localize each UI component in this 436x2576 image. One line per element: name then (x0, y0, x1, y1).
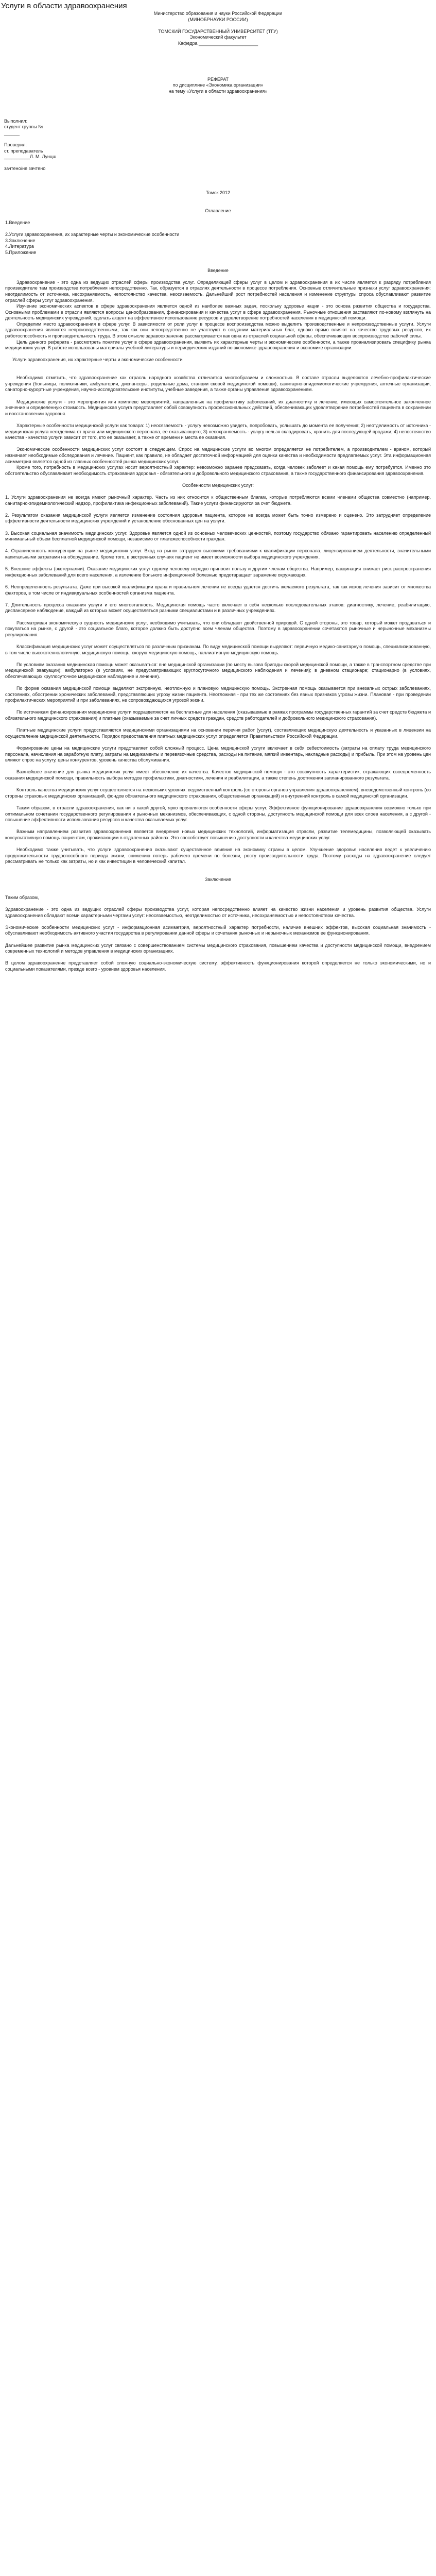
blank-line (4, 107, 432, 113)
main-paragraph: Рассматривая экономическую сущность медицинских услуг, необходимо учитывать, что они обладают двойственной природой. С одной стороны, это товар, который может продаваться и покупаться на рынке, с другой - это социальное благо, которое должно быть доступно всем членам общества. Поэтому в здравоохранении сочетаются рыночные и нерыночные механизмы регулирования. (5, 620, 431, 637)
main-paragraph: Медицинские услуги - это мероприятия или комплекс мероприятий, направленных на профилактику заболеваний, их диагностику и лечение, имеющих самостоятельное законченное значение и определенную стоимость. Медицинская услуга представляет собой совокупность профессиональных действий, обеспечивающих удовлетворение потребностей пациента в сохранении и восстановлении здоровья. (5, 399, 431, 416)
student-group: студент группы № (4, 124, 43, 130)
blank-line (4, 64, 432, 71)
document-page (0, 2, 436, 2576)
faculty-name: Экономический факультет (189, 35, 247, 40)
title-page (0, 11, 436, 220)
paper-type: РЕФЕРАТ (207, 76, 229, 82)
document-title: Услуги в области здравоохранения (1, 2, 127, 10)
toc-item-literature: 4.Литература (5, 244, 34, 249)
main-paragraph: Платные медицинские услуги предоставляются медицинскими организациями на основании перечня работ (услуг), составляющих медицинскую деятельность и указанных в лицензии на осуществление медицинской деятельности. Порядок предоставления платных медицинских услуг определяется Правительством Российской Федерации. (5, 727, 431, 739)
blank-line (4, 172, 432, 178)
conclusion-lead: Таким образом, (5, 894, 39, 900)
main-paragraph: Необходимо также учитывать, что услуги здравоохранения оказывают существенное влияние на экономику страны в целом. Улучшение здоровья населения ведет к увеличению продолжительности трудоспособного периода жизни, снижению потерь рабочего времени по болезни, росту производительности труда. Поэтому расходы на здравоохранение следует рассматривать не только как затраты, но и как инвестиции в человеческий капитал. (5, 847, 431, 865)
blank-line (4, 100, 432, 107)
main-paragraph: По источникам финансирования медицинские услуги подразделяются на бесплатные для населения (оказываемые в рамках программы государственных гарантий за счет средств бюджета и обязательного медицинского страхования) и платные (оказываемые за счет личных средств граждан, средств работодателей и добровольного медицинского страхования). (5, 709, 431, 721)
main-paragraph: По условиям оказания медицинская помощь может оказываться: вне медицинской организации (по месту вызова бригады скорой медицинской помощи, а также в транспортном средстве при медицинской эвакуации); амбулаторно (в условиях, не предусматривающих круглосуточного медицинского наблюдения и лечения); в дневном стационаре; стационарно (в условиях, обеспечивающих круглосуточное медицинское наблюдение и лечение). (5, 662, 431, 679)
conclusion-paragraph: Дальнейшее развитие рынка медицинских услуг связано с совершенствованием системы медицинского страхования, повышением качества и доступности медицинской помощи, внедрением современных технологий и методов управления в медицинских организациях. (5, 942, 431, 954)
blank-line (4, 47, 432, 53)
introduction-section (0, 268, 436, 351)
conclusion-paragraph: Экономические особенности медицинских услуг - информационная асимметрия, вероятностный характер потребности, наличие внешних эффектов, высокая социальная значимость - обуславливают необходимость активного участия государства в регулировании данной сферы и сочетания рыночных и нерыночных механизмов ее функционирования. (5, 924, 431, 936)
blank-line (4, 23, 432, 29)
conclusion-heading: Заключение (205, 877, 231, 883)
reviewer-label: Проверил: (4, 142, 27, 148)
feature-item: 4. Ограниченность конкуренции на рынке медицинских услуг. Вход на рынок затруднен высокими требованиями к квалификации персонала, лицензированием деятельности, значительными капитальными затратами на оборудование. Кроме того, в экстренных случаях пациент не имеет возможности выбора медицинского учреждения. (5, 548, 431, 560)
conclusion-paragraph: В целом здравоохранение представляет собой сложную социально-экономическую систему, эффективность функционирования которой определяется не только экономическими, но и социальными показателями, прежде всего - уровнем здоровья населения. (5, 960, 431, 972)
main-section-heading: Услуги здравоохранения, их характерные черты и экономические особенности (12, 357, 183, 363)
table-of-contents (0, 220, 436, 256)
blank-line (4, 178, 432, 184)
feature-item: 7. Длительность процесса оказания услуги и его многоэтапность. Медицинская помощь часто включает в себя несколько последовательных этапов: диагностику, лечение, реабилитацию, диспансерное наблюдение, каждый из которых может осуществляться разными специалистами и в различных учреждениях. (5, 602, 431, 614)
main-paragraph: Формирование цены на медицинские услуги представляет собой сложный процесс. Цена медицинской услуги включает в себя себестоимость (затраты на оплату труда медицинского персонала, начисления на заработную плату, затраты на медикаменты и перевязочные средства, расходы на питание, мягкий инвентарь, накладные расходы) и прибыль. При этом на уровень цен влияют спрос на услугу, цены конкурентов, уровень качества обслуживания. (5, 745, 431, 763)
intro-paragraph: Здравоохранение - это одна из ведущих отраслей сферы производства услуг. Определяющей сферы услуг в целом и здравоохранения в их числе является к разряду потребления производителе там производстве потребления непосредственно. Так, образуется в отраслях деятельности в процессе потребления. Основные отличительные признаки услуг здравоохранения: неотделимость от источника, несохраняемость, непостоянство качества, неосязаемость. Дальнейший рост потребностей населения и изменение структуры спроса обуславливают развитие отраслей сферы услуг здравоохранения. (5, 279, 431, 303)
intro-paragraph: Цель данного реферата - рассмотреть понятие услуг в сфере здравоохранения, выявить их характерные черты и экономические особенности, а также проанализировать специфику рынка медицинских услуг. В работе использованы материалы учебной литературы и периодических изданий по экономике здравоохранения и экономике организации. (5, 339, 431, 351)
toc-item-main: 2.Услуги здравоохранения, их характерные черты и экономические особенности (5, 231, 180, 237)
author-label: Выполнил: (4, 118, 28, 124)
conclusion-section (0, 877, 436, 973)
toc-item-intro: 1.Введение (5, 219, 30, 225)
main-paragraph: Кроме того, потребность в медицинских услугах носит вероятностный характер: невозможно заранее предсказать, когда человек заболеет и какая помощь ему потребуется. Именно это обстоятельство обуславливает необходимость страхования здоровья - обязательного и добровольного медицинского страхования, а также государственного финансирования здравоохранения. (5, 465, 431, 476)
feature-item: 5. Внешние эффекты (экстерналии). Оказание медицинских услуг одному человеку нередко приносит пользу и другим членам общества. Например, вакцинация снижает риск распространения инфекционных заболеваний для всего населения, а излечение больного инфекционной болезнью предотвращает заражение окружающих. (5, 566, 431, 578)
blank-line (4, 196, 432, 202)
main-paragraph: Характерные особенности медицинской услуги как товара: 1) неосязаемость - услугу невозможно увидеть, попробовать, услышать до момента ее получения; 2) неотделимость от источника - медицинская услуга неотделима от врача или медицинского персонала, ее оказывающего; 3) несохраняемость - услугу нельзя складировать, хранить для последующей продажи; 4) непостоянство качества - качество услуги зависит от того, кто ее оказывает, а также от времени и места ее оказания. (5, 422, 431, 440)
feature-item: 2. Результатом оказания медицинской услуги является изменение состояния здоровья пациента, которое не всегда может быть точно измерено и оценено. Это затрудняет определение эффективности деятельности медицинских учреждений и установление обоснованных цен на услуги. (5, 512, 431, 524)
blank-line (4, 71, 432, 77)
city-year: Томск 2012 (206, 190, 230, 195)
blank-line (4, 136, 432, 142)
main-paragraph: Контроль качества медицинских услуг осуществляется на нескольких уровнях: ведомственный контроль (со стороны органов управления здравоохранением), вневедомственный контроль (со стороны страховых медицинских организаций, фондов обязательного медицинского страхования, общественных организаций) и внутренний контроль в самой медицинской организации. (5, 787, 431, 799)
topic-line: на тему «Услуги в области здравоохранения» (168, 88, 268, 94)
reviewer-position: ст. преподаватель (4, 148, 43, 154)
toc-item-appendix: 5.Приложение (5, 249, 37, 255)
conclusion-paragraph: Здравоохранение - это одна из ведущих отраслей сферы производства услуг, которая непосредственно влияет на качество жизни населения и уровень развития общества. Услуги здравоохранения обладают всеми характерными чертами услуг: неосязаемостью, неотделимостью от источника, несохраняемостью и непостоянством качества. (5, 907, 431, 918)
blank-line (4, 184, 432, 190)
main-paragraph: Важнейшее значение для рынка медицинских услуг имеет обеспечение их качества. Качество медицинской помощи - это совокупность характеристик, отражающих своевременность оказания медицинской помощи, правильность выбора методов профилактики, диагностики, лечения и реабилитации, а также степень достижения запланированного результата. (5, 769, 431, 781)
feature-item: 1. Услуги здравоохранения не всегда имеют рыночный характер. Часть из них относится к общественным благам, которые потребляются всеми членами общества совместно (например, санитарно-эпидемиологический надзор, профилактика инфекционных заболеваний). Такие услуги финансируются за счет бюджета. (5, 495, 431, 506)
main-paragraph: Важным направлением развития здравоохранения является внедрение новых медицинских технологий, информатизация отрасли, развитие телемедицины, позволяющей оказывать консультативную помощь пациентам, проживающим в отдаленных районах. Это способствует повышению доступности и качества медицинских услуг. (5, 829, 431, 840)
blank-line (4, 214, 432, 220)
blank-line (4, 202, 432, 208)
blank-line (4, 160, 432, 166)
blank-line (4, 53, 432, 59)
grade-line: зачтено/не зачтено (4, 166, 46, 172)
reviewer-signature: __________Л. М. Лунцш (4, 154, 57, 160)
main-paragraph: Экономические особенности медицинских услуг состоят в следующем. Спрос на медицинские услуги во многом определяется не потребителем, а производителем - врачом, который назначает необходимые обследования и лечение. Пациент, как правило, не обладает достаточной информацией для оценки качества и необходимости предлагаемых услуг. Эта информационная асимметрия является одной из главных особенностей рынка медицинских услуг. (5, 447, 431, 464)
intro-paragraph: Определим место здравоохранения в сфере услуг. В зависимости от роли услуг в процессе воспроизводства можно выделить производственные и непроизводственные услуги. Услуги здравоохранения являются непроизводственными, так как они непосредственно не участвуют в создании материальных благ, однако прямо влияют на качество трудовых ресурсов, их работоспособность и производительность труда. В этом смысле здравоохранение рассматривается как одна из отраслей социальной сферы, обеспечивающих воспроизводство рабочей силы. (5, 321, 431, 339)
main-paragraph: Классификация медицинских услуг может осуществляться по различным признакам. По виду медицинской помощи выделяют: первичную медико-санитарную помощь, специализированную, в том числе высокотехнологичную, медицинскую помощь, скорую медицинскую помощь, паллиативную медицинскую помощь. (5, 643, 431, 655)
main-section (0, 357, 436, 865)
ministry-abbrev: (МИНОБРНАУКИ РОССИИ) (188, 16, 248, 22)
discipline-line: по дисциплине «Экономика организации» (172, 82, 264, 88)
main-paragraph: По форме оказания медицинской помощи выделяют экстренную, неотложную и плановую медицинскую помощь. Экстренная помощь оказывается при внезапных острых заболеваниях, состояниях, обострении хронических заболеваний, представляющих угрозу жизни пациента. Неотложная - при тех же состояниях без явных признаков угрозы жизни. Плановая - при проведении профилактических мероприятий и при заболеваниях, не сопровождающихся угрозой жизни. (5, 686, 431, 703)
ministry-line: Министерство образования и науки Российской Федерации (153, 11, 283, 16)
university-name: ТОМСКИЙ ГОСУДАРСТВЕННЫЙ УНИВЕРСИТЕТ (ТГУ) (158, 28, 278, 34)
intro-paragraph: Изучение экономических аспектов в сфере здравоохранения является одной из наиболее важных задач, поскольку здоровье нации - это основа развития общества и государства. Основными проблемами в отрасли являются вопросы ценообразования, финансирования и качества услуг в сфере здравоохранения. Рыночные отношения заставляют по-новому взглянуть на деятельность медицинских учреждений, сделать акцент на эффективное использование ресурсов и удовлетворение потребностей населения в медицинской помощи. (5, 303, 431, 321)
feature-item: 6. Неопределенность результата. Даже при высокой квалификации врача и правильном лечении не всегда удается достичь желаемого результата, так как исход лечения зависит от множества факторов, в том числе от индивидуальных особенностей организма пациента. (5, 584, 431, 596)
department-line: Кафедра _______________________ (178, 40, 258, 46)
toc-item-conclusion: 3.Заключение (5, 238, 36, 243)
blank-line (4, 94, 432, 100)
main-paragraph: Таким образом, в отрасли здравоохранения, как ни в какой другой, ярко проявляются особенности сферы услуг. Эффективное функционирование здравоохранения возможно только при оптимальном сочетании государственного регулирования и рыночных механизмов, обеспечивающих, с одной стороны, доступность медицинской помощи для всех слоев населения, а с другой - повышение эффективности использования ресурсов и качества оказываемых услуг. (5, 805, 431, 823)
features-subheading: Особенности медицинских услуг: (182, 482, 254, 488)
blank-line (4, 59, 432, 65)
toc-heading: Оглавление (205, 208, 231, 213)
group-blank: ______ (4, 130, 20, 135)
blank-line (4, 112, 432, 118)
feature-item: 3. Высокая социальная значимость медицинских услуг. Здоровье является одной из основных человеческих ценностей, поэтому государство обязано гарантировать населению определенный минимальный объем бесплатной медицинской помощи, независимо от платежеспособности граждан. (5, 530, 431, 542)
main-paragraph: Необходимо отметить, что здравоохранение как отрасль народного хозяйства отличается многообразием и сложностью. В составе отрасли выделяются лечебно-профилактические учреждения (больницы, поликлиники, амбулатории, диспансеры, родильные дома, станции скорой медицинской помощи), санитарно-эпидемиологические учреждения, аптечные организации, санаторно-курортные учреждения, научно-исследовательские институты, учебные заведения, а также органы управления здравоохранением. (5, 375, 431, 393)
introduction-heading: Введение (207, 267, 229, 273)
